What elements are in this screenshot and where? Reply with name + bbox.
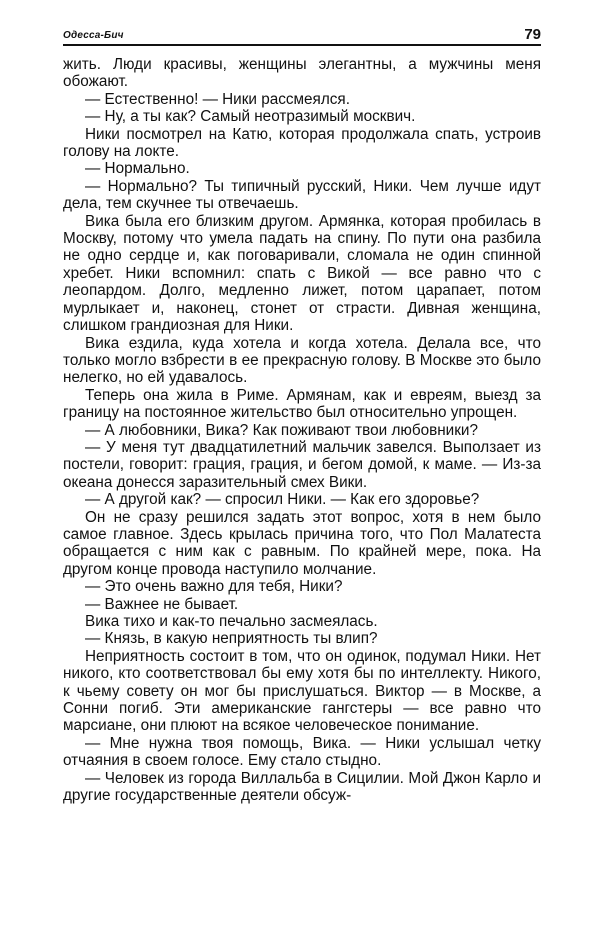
paragraph: жить. Люди красивы, женщины элегантны, а мужчины меня обожают. <box>63 56 541 91</box>
paragraph: Неприятность состоит в том, что он одинок, подумал Ники. Нет никого, кто соответствовал бы ему хотя бы по интеллекту. Никого, к чьему совету он мог бы прислушаться. Виктор — в Москве, а Сонни погиб. Эти американские гангстеры — все равно что марсиане, они плюют на всякое человеческое понимание. <box>63 647 541 735</box>
paragraph: — А любовники, Вика? Как поживают твои любовники? <box>85 421 478 439</box>
paragraph: Вика была его близким другом. Армянка, которая пробилась в Москву, потому что умела падать на спину. По пути она разбила не одно сердце и, как поговаривали, сломала не один спинной хребет. Ники вспомнил: спать с Викой — все равно что с леопардом. Долго, медленно лижет, потом царапает, потом мурлыкает и, наконец, стонет от страсти. Дивная женщина, слишком грандиозная для Ники. <box>63 212 541 335</box>
paragraph: — А другой как? — спросил Ники. — Как его здоровье? <box>85 491 480 509</box>
paragraph: Ники посмотрел на Катю, которая продолжала спать, устроив голову на локте. <box>63 125 541 161</box>
paragraph: — Человек из города Виллальба в Сицилии. Мой Джон Карло и другие государственные деятели обсуж- <box>63 769 541 805</box>
paragraph: Теперь она жила в Риме. Армянам, как и евреям, выезд за границу на постоянное жительство был относительно упрощен. <box>63 386 541 422</box>
running-title: Одесса-Бич <box>63 30 124 41</box>
paragraph: — Нормально? Ты типичный русский, Ники. Чем лучше идут дела, тем скучнее ты отвечаешь. <box>63 177 541 213</box>
paragraph: — Ну, а ты как? Самый неотразимый москвич. <box>85 108 416 126</box>
paragraph: — Нормально. <box>85 160 190 178</box>
paragraph: — Важнее не бывает. <box>85 595 239 613</box>
paragraph: Вика ездила, куда хотела и когда хотела. Делала все, что только могло взбрести в ее прекрасную голову. В Москве это было нелегко, но ей удавалось. <box>63 334 541 387</box>
body-text <box>63 56 541 804</box>
paragraph: — Князь, в какую неприятность ты влип? <box>85 630 378 648</box>
paragraph: — У меня тут двадцатилетний мальчик завелся. Выползает из постели, говорит: грация, грация, и бегом домой, к маме. — Из-за океана донесся заразительный смех Вики. <box>63 438 541 491</box>
paragraph: Он не сразу решился задать этот вопрос, хотя в нем было самое главное. Здесь крылась причина того, что Пол Малатеста обращается с ним как с равным. По крайней мере, пока. На другом конце провода наступило молчание. <box>63 508 541 578</box>
paragraph: — Естественно! — Ники рассмеялся. <box>85 90 350 108</box>
page-number: 79 <box>524 26 541 43</box>
book-page <box>63 22 541 804</box>
paragraph: Вика тихо и как-то печально засмеялась. <box>85 613 378 630</box>
paragraph: — Это очень важно для тебя, Ники? <box>85 578 343 596</box>
paragraph: — Мне нужна твоя помощь, Вика. — Ники услышал четку отчаяния в своем голосе. Ему стало стыдно. <box>63 734 541 770</box>
running-head <box>63 22 541 46</box>
